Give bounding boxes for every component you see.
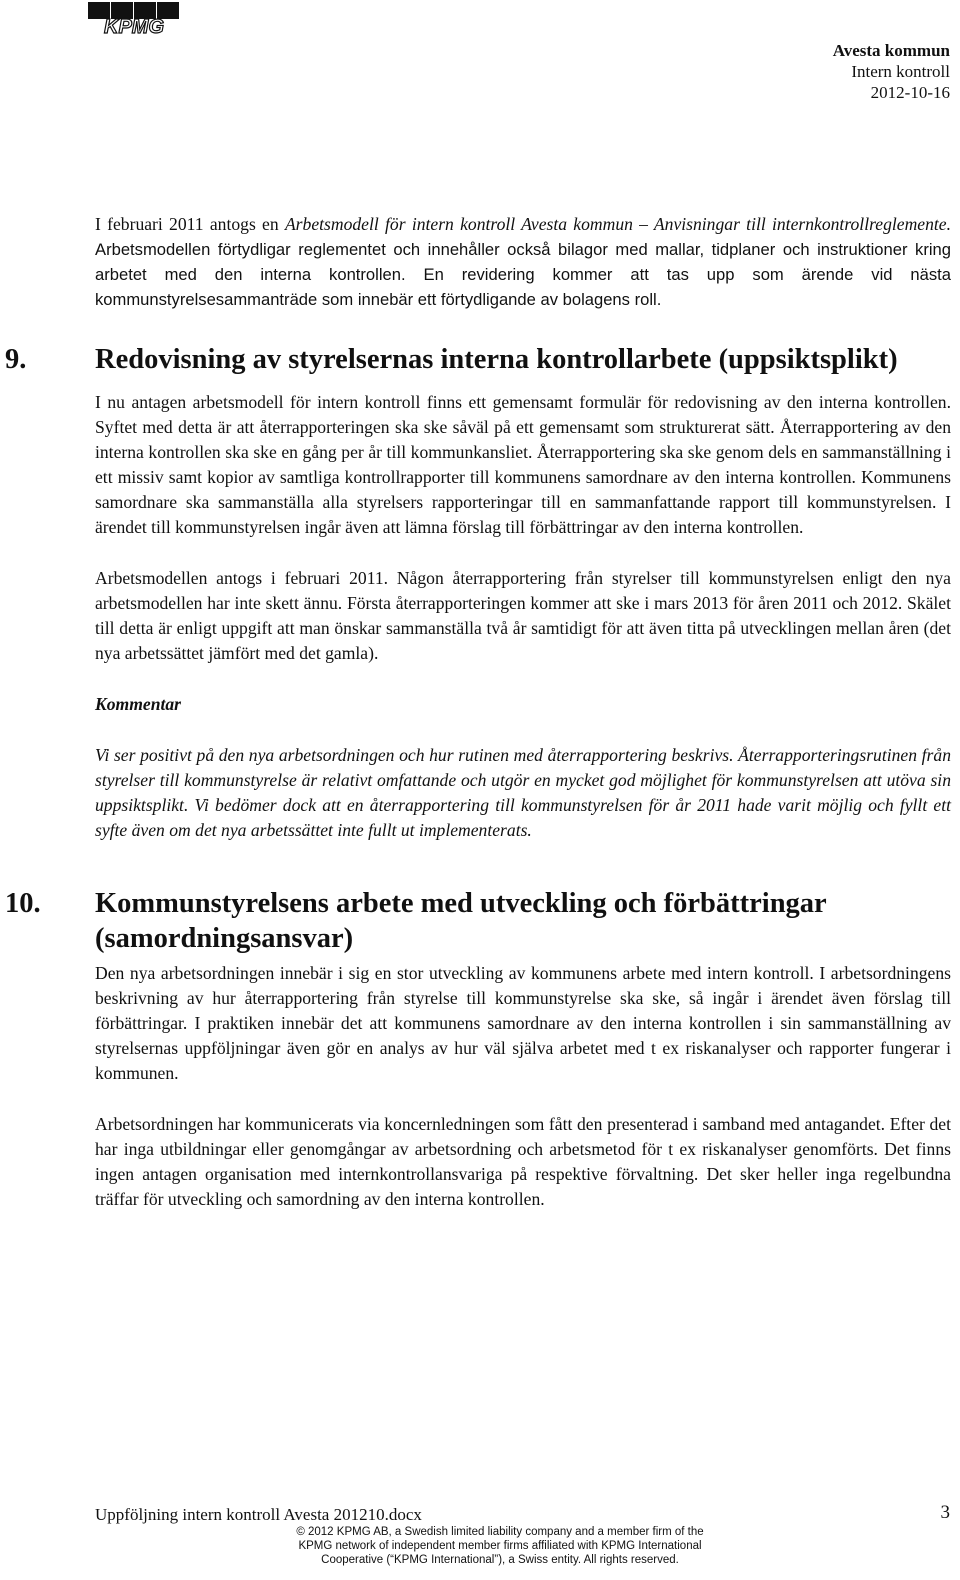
intro-text-a: I februari 2011 antogs en bbox=[95, 214, 285, 234]
section-9-title: Redovisning av styrelsernas interna kontrollarbete (uppsiktsplikt) bbox=[95, 344, 898, 375]
header-organization: Avesta kommun bbox=[832, 41, 950, 60]
kpmg-logo bbox=[88, 2, 180, 36]
comment-paragraph: Vi ser positivt på den nya arbetsordningen och hur rutinen med återrapportering beskrivs. Återrapporteringsrutinen från styrelser till kommunstyrelse är relativt omfattande och utgör en mycket god möjlighet för kommunstyrelsen att utöva sin uppsiktsplikt. Vi bedömer dock att en återrapportering till kommunstyrelsen för år 2011 hade varit möjlig och fyllt ett syfte även om det nya arbetssättet inte fullt ut implementerats. bbox=[95, 745, 951, 840]
section-9-paragraph-1: I nu antagen arbetsmodell för intern kontroll finns ett gemensamt formulär för redovisning av den interna kontrollen. Syftet med detta är att återrapporteringen ska ske såväl på ett gemensamt som strukturerat sätt. Återrapportering av den interna kontrollen ska ske en gång per år till kommunkansliet. Återrapportering ska ske genom dels en sammanställning i ett missiv samt kopior av samtliga kontrollrapporter till kommunens samordnare av den interna kontrollen. Kommunens samordnare ska sammanställa alla styrelsers rapporteringar till en sammanfattande rapport till kommunstyrelsen. I ärendet till kommunstyrelsen ingår även att lämna förslag till förbättringar av den interna kontrollen. bbox=[95, 392, 951, 537]
section-10-heading bbox=[5, 886, 951, 956]
section-9-heading bbox=[5, 342, 951, 377]
section-10-paragraph-2: Arbetsordningen har kommunicerats via koncernledningen som fått den presenterad i samband med antagandet. Efter det har inga utbildningar eller genomgångar av arbetsordning och arbetsmetod för t ex riskanalyser genomförts. Det finns ingen antagen organisation med internkontrollansvariga på respektive förvaltning. Det sker heller inga regelbundna träffar för utveckling och samordning av den interna kontrollen. bbox=[95, 1114, 951, 1209]
copyright-line-1: © 2012 KPMG AB, a Swedish limited liability company and a member firm of the bbox=[296, 1526, 704, 1538]
logo-text: KPMG bbox=[104, 16, 164, 36]
intro-document-title: Arbetsmodell för intern kontroll Avesta kommun – Anvisningar till internkontrollreglemente. bbox=[284, 214, 951, 234]
footer-copyright bbox=[200, 1525, 800, 1567]
intro-paragraph bbox=[95, 212, 951, 312]
copyright-line-2: KPMG network of independent member firms affiliated with KPMG International bbox=[298, 1540, 702, 1552]
section-10-number: 10. bbox=[5, 888, 41, 919]
section-10-paragraph-1: Den nya arbetsordningen innebär i sig en stor utveckling av kommunens arbete med intern kontroll. I arbetsordningens beskrivning av hur återrapportering från styrelse till kommunstyrelse ska ske, så ingår i ärendet även förslag till förbättringar. I praktiken innebär det att kommunens samordnare av den interna kontrollen i sin sammanställning av styrelsernas uppföljningar även gör en analys av hur väl själva arbetet med t ex riskanalyser och rapporter fungerar i kommunen. bbox=[95, 963, 951, 1083]
comment-heading: Kommentar bbox=[95, 694, 182, 714]
section-9-paragraph-2: Arbetsmodellen antogs i februari 2011. Någon återrapportering från styrelser till kommunstyrelsen enligt den nya arbetsmodellen har inte skett ännu. Första återrapporteringen kommer att ske i mars 2013 för åren 2011 och 2012. Skälet till detta är enligt uppgift att man önskar sammanställa två år samtidigt för att även titta på utvecklingen mellan åren (det nya arbetssättet jämfört med det gamla). bbox=[95, 568, 951, 663]
intro-text-c: Arbetsmodellen förtydligar reglementet och innehåller också bilagor med mallar, tidplaner och instruktioner kring arbetet med den interna kontrollen. En revidering kommer att tas upp som ärende vid nästa kommunstyrelsesammanträde som innebär ett förtydligande av bolagens roll. bbox=[95, 240, 951, 309]
footer-filename: Uppföljning intern kontroll Avesta 201210.docx bbox=[95, 1505, 422, 1524]
page-number: 3 bbox=[940, 1502, 950, 1523]
section-9-number: 9. bbox=[5, 344, 27, 375]
header-subject: Intern kontroll bbox=[851, 62, 950, 81]
header-date: 2012-10-16 bbox=[870, 83, 950, 102]
copyright-line-3: Cooperative (“KPMG International”), a Swiss entity. All rights reserved. bbox=[321, 1554, 679, 1566]
document-header bbox=[833, 40, 950, 103]
document-body bbox=[5, 212, 951, 1212]
section-10-title: Kommunstyrelsens arbete med utveckling och förbättringar (samordningsansvar) bbox=[95, 888, 827, 954]
